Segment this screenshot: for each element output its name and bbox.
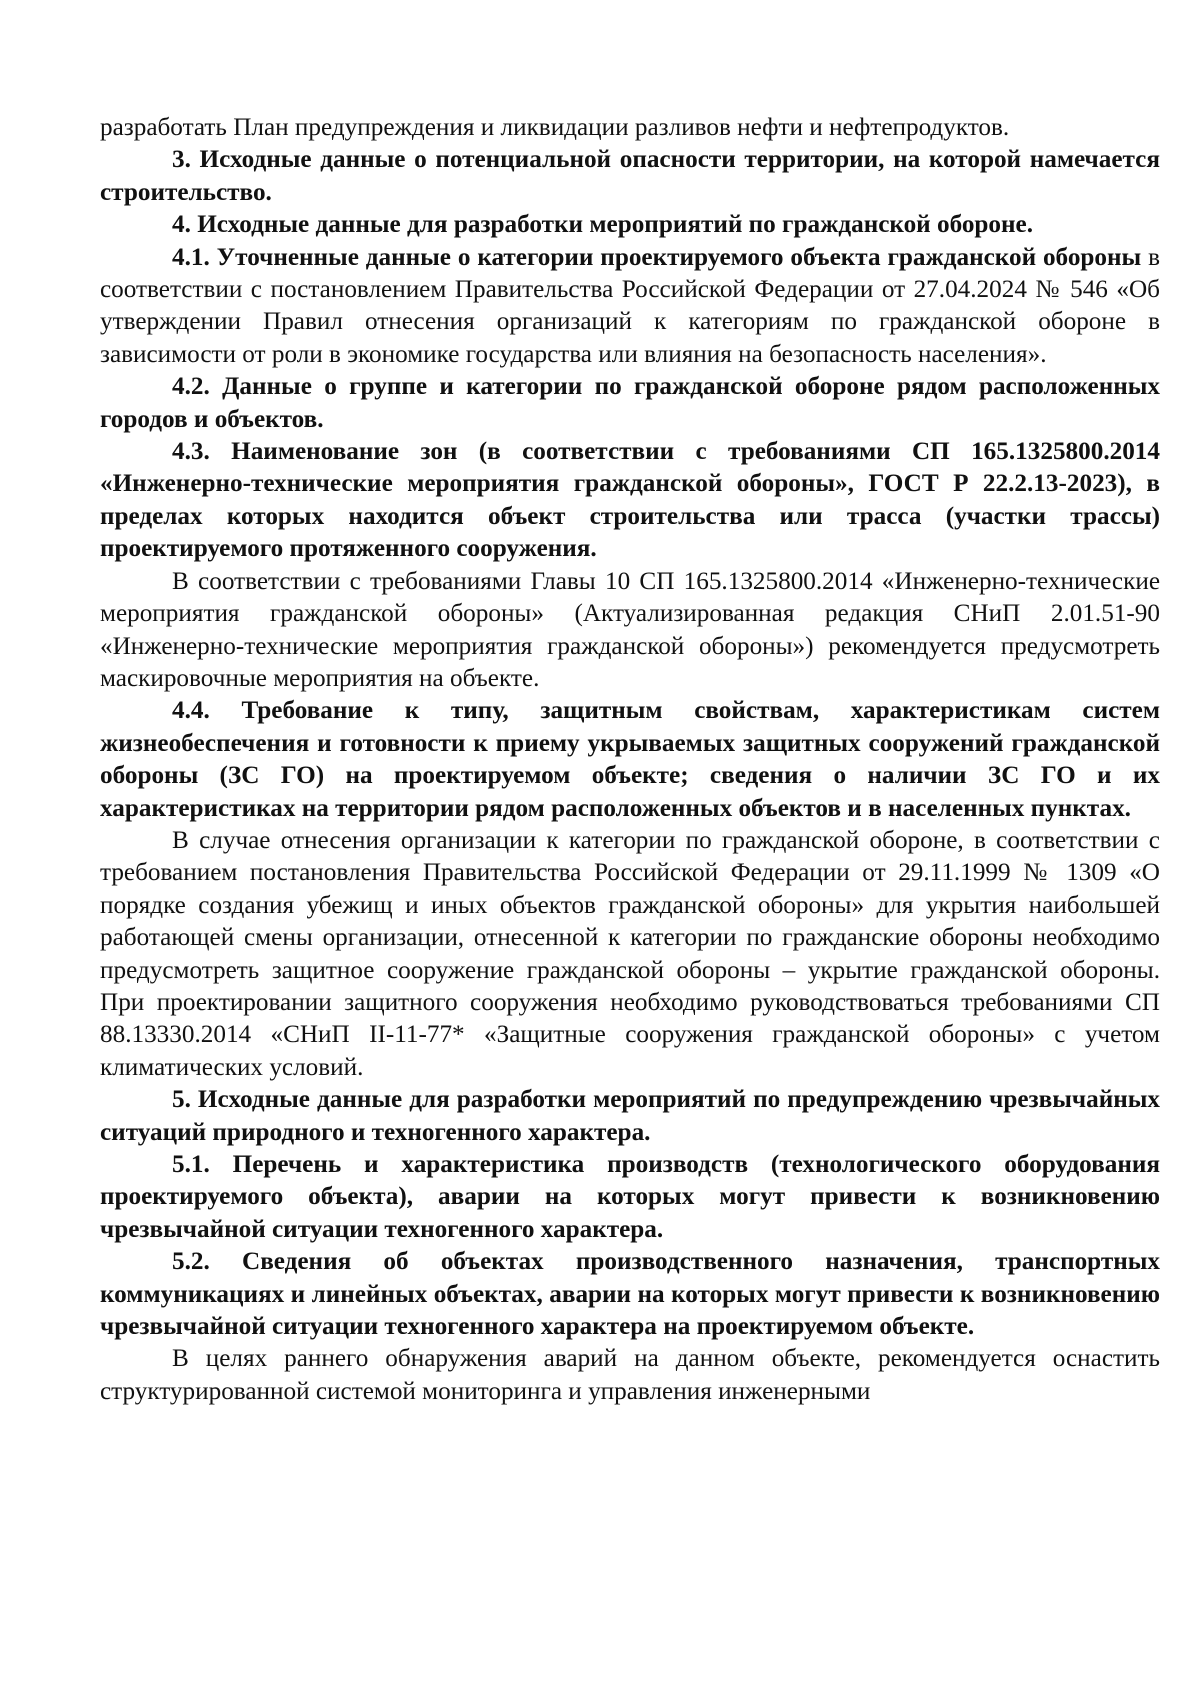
section-5-1-heading: 5.1. Перечень и характеристика производств (технологического оборудования проектируемого объекта), аварии на которых могут привести к возникновению чрезвычайной ситуации техногенного характера.: [100, 1151, 1160, 1243]
section-3-heading: 3. Исходные данные о потенциальной опасности территории, на которой намечается строительство.: [100, 146, 1160, 206]
paragraph-continuation: разработать План предупреждения и ликвидации разливов нефти и нефтепродуктов.: [100, 114, 1010, 141]
section-4-3-text: В соответствии с требованиями Главы 10 СП 165.1325800.2014 «Инженерно-технические мероприятия гражданской обороны» (Актуализированная редакция СНиП 2.01.51-90 «Инженерно-технические мероприятия гражданской обороны») рекомендуется предусмотреть маскировочные мероприятия на объекте.: [100, 567, 1160, 692]
section-4-1-paragraph: [100, 242, 1160, 372]
section-4-3-heading: 4.3. Наименование зон (в соответствии с требованиями СП 165.1325800.2014 «Инженерно-технические мероприятия гражданской обороны», ГОСТ Р 22.2.13-2023), в пределах которых находится объект строительства или трасса (участки трассы) проектируемого протяженного сооружения.: [100, 438, 1160, 563]
section-4-2-heading: 4.2. Данные о группе и категории по гражданской обороне рядом расположенных городов и объектов.: [100, 373, 1160, 433]
section-5-2-text: В целях раннего обнаружения аварий на данном объекте, рекомендуется оснастить структурированной системой мониторинга и управления инженерными: [100, 1345, 1160, 1405]
section-4-heading: 4. Исходные данные для разработки мероприятий по гражданской обороне.: [172, 211, 1034, 239]
section-5-2-heading: 5.2. Сведения об объектах производственного назначения, транспортных коммуникациях и линейных объектах, аварии на которых могут привести к возникновению чрезвычайной ситуации техногенного характера на проектируемом объекте.: [100, 1248, 1160, 1341]
section-4-4-text: В случае отнесения организации к категории по гражданской обороне, в соответствии с требованием постановления Правительства Российской Федерации от 29.11.1999 № 1309 «О порядке создания убежищ и иных объектов гражданской обороны» для укрытия наибольшей работающей смены организации, отнесенной к категории по гражданские обороны необходимо предусмотреть защитное сооружение гражданской обороны – укрытие гражданской обороны. При проектировании защитного сооружения необходимо руководствоваться требованиями СП 88.13330.2014 «СНиП II-11-77* «Защитные сооружения гражданской обороны» с учетом климатических условий.: [100, 826, 1160, 1081]
section-4-1-heading: 4.1. Уточненные данные о категории проектируемого объекта гражданской обороны: [172, 243, 1142, 271]
section-5-heading: 5. Исходные данные для разработки мероприятий по предупреждению чрезвычайных ситуаций природного и техногенного характера.: [100, 1086, 1160, 1146]
section-4-4-heading: 4.4. Требование к типу, защитным свойствам, характеристикам систем жизнеобеспечения и готовности к приему укрываемых защитных сооружений гражданской обороны (ЗС ГО) на проектируемом объекте; сведения о наличии ЗС ГО и их характеристиках на территории рядом расположенных объектов и в населенных пунктах.: [100, 697, 1160, 822]
section-4-1-text: в соответствии с постановлением Правительства Российской Федерации от 27.04.2024 № 546 «Об утверждении Правил отнесения организаций к категориям по гражданской обороне в зависимости от роли в экономике государства или влияния на безопасность населения».: [100, 243, 1160, 368]
document-page: [100, 112, 1160, 1408]
